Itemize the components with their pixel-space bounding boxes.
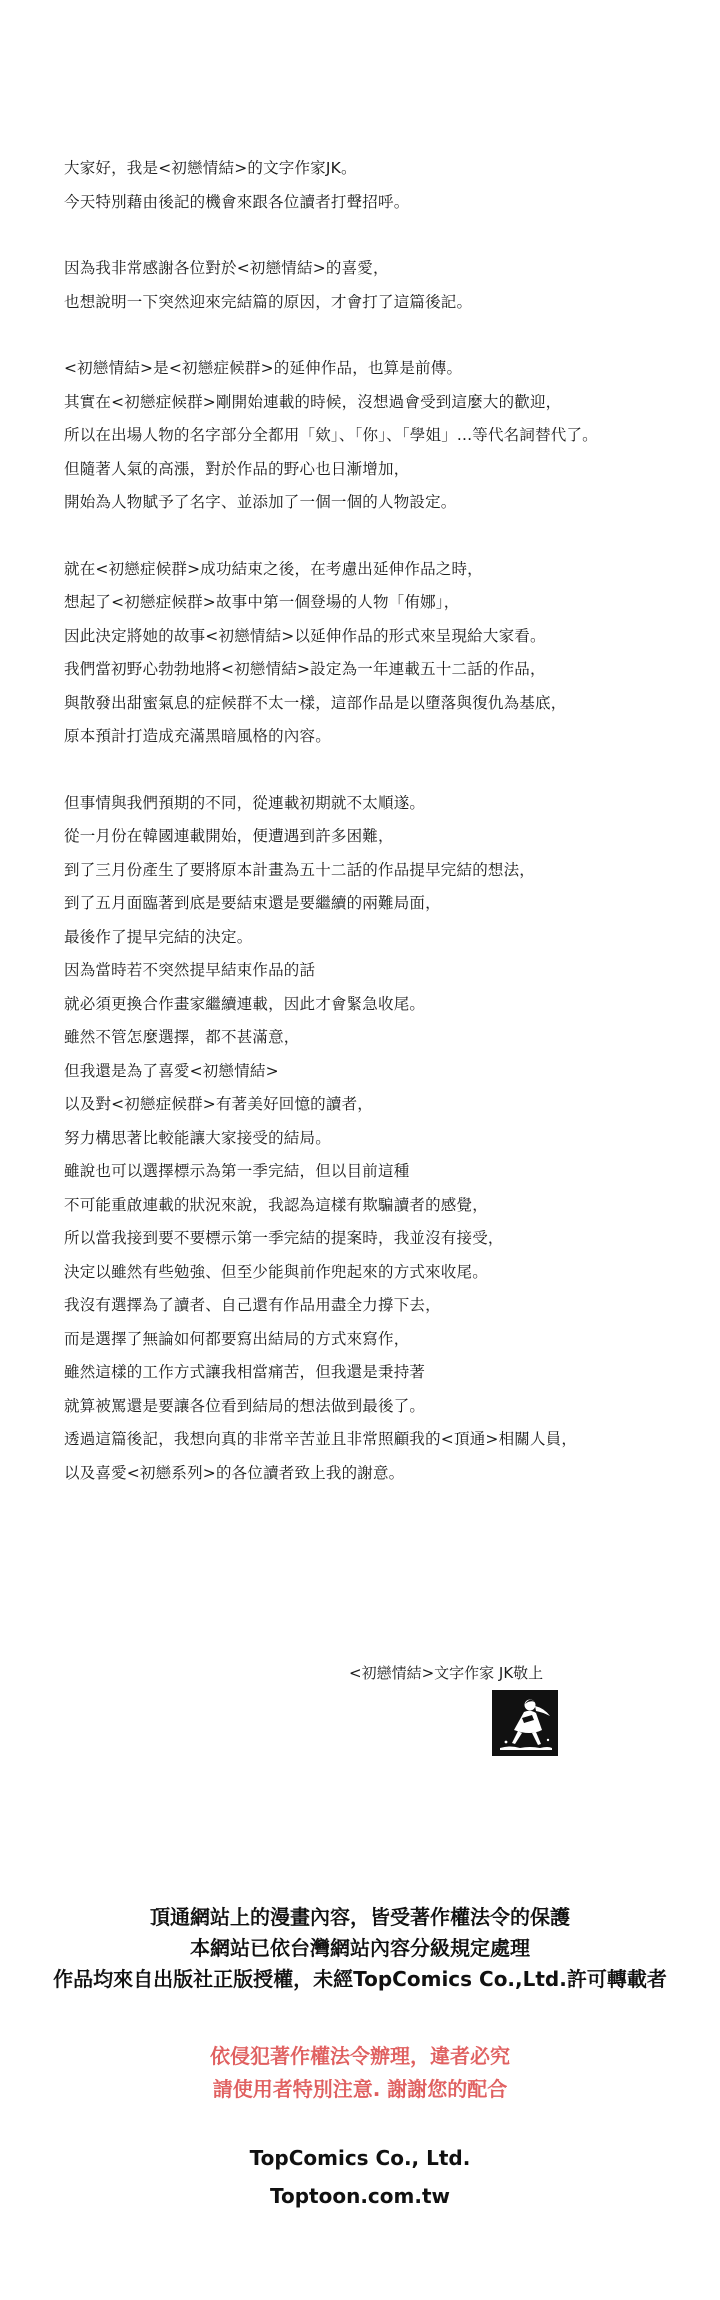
text-line: 開始為人物賦予了名字、並添加了一個一個的人物設定。 xyxy=(64,493,457,511)
text-line: 但我還是為了喜愛<初戀情結> xyxy=(64,1061,279,1080)
notice-line: 頂通網站上的漫畫內容，皆受著作權法令的保護 xyxy=(150,1905,570,1929)
text-line: 與散發出甜蜜氣息的症候群不太一樣，這部作品是以墮落與復仇為基底， xyxy=(64,693,567,712)
paragraph xyxy=(64,352,664,520)
afterword-article xyxy=(64,152,664,1523)
text-line: 雖然這樣的工作方式讓我相當痛苦，但我還是秉持著 xyxy=(64,1363,426,1381)
girl-reading-stamp-icon xyxy=(492,1690,558,1756)
text-line: 雖說也可以選擇標示為第一季完結，但以目前這種 xyxy=(64,1162,410,1180)
website-address: Toptoon.com.tw xyxy=(270,2184,450,2208)
text-line: 想起了<初戀症候群>故事中第一個登場的人物「侑娜」， xyxy=(64,593,460,611)
text-line: 從一月份在韓國連載開始，便遭遇到許多困難， xyxy=(64,827,394,845)
legal-warning xyxy=(0,2040,720,2106)
text-line: 大家好，我是<初戀情結>的文字作家JK。 xyxy=(64,159,357,177)
text-line: 就算被罵還是要讓各位看到結局的想法做到最後了。 xyxy=(64,1396,426,1415)
text-line: 因為我非常感謝各位對於<初戀情結>的喜愛， xyxy=(64,259,389,277)
text-line: 就在<初戀症候群>成功結束之後，在考慮出延伸作品之時， xyxy=(64,559,483,578)
text-line: 原本預計打造成充滿黑暗風格的內容。 xyxy=(64,727,331,745)
paragraph xyxy=(64,152,664,219)
text-line: 因為當時若不突然提早結束作品的話 xyxy=(64,961,316,979)
text-line: <初戀情結>是<初戀症候群>的延伸作品，也算是前傳。 xyxy=(64,359,463,377)
text-line: 到了三月份產生了要將原本計畫為五十二話的作品提早完結的想法， xyxy=(64,860,536,879)
paragraph xyxy=(64,252,664,319)
paragraph xyxy=(64,787,664,1491)
warning-line: 依侵犯著作權法令辦理，違者必究 xyxy=(210,2044,510,2068)
text-line: 到了五月面臨著到底是要結束還是要繼續的兩難局面， xyxy=(64,894,441,912)
text-line: 我們當初野心勃勃地將<初戀情結>設定為一年連載五十二話的作品， xyxy=(64,660,546,678)
text-line: 決定以雖然有些勉強、但至少能與前作兜起來的方式來收尾。 xyxy=(64,1262,488,1281)
text-line: 所以當我接到要不要標示第一季完結的提案時，我並沒有接受， xyxy=(64,1229,504,1247)
brand-footer xyxy=(0,2139,720,2215)
text-line: 但隨著人氣的高漲，對於作品的野心也日漸增加， xyxy=(64,459,410,478)
text-line: 我沒有選擇為了讀者、自己還有作品用盡全力撐下去， xyxy=(64,1296,441,1314)
text-line: 就必須更換合作畫家繼續連載，因此才會緊急收尾。 xyxy=(64,994,426,1013)
warning-line: 請使用者特別注意. 謝謝您的配合 xyxy=(212,2077,508,2101)
text-line: 所以在出場人物的名字部分全都用「欸」、「你」、「學姐」...等代名詞替代了。 xyxy=(64,426,598,444)
paragraph xyxy=(64,553,664,754)
text-line: 以及對<初戀症候群>有著美好回憶的讀者， xyxy=(64,1095,373,1113)
text-line: 努力構思著比較能讓大家接受的結局。 xyxy=(64,1128,331,1147)
company-name: TopComics Co., Ltd. xyxy=(249,2146,471,2170)
notice-line: 作品均來自出版社正版授權，未經TopComics Co.,Ltd.許可轉載者 xyxy=(53,1967,667,1991)
text-line: 其實在<初戀症候群>剛開始連載的時候，沒想過會受到這麼大的歡迎， xyxy=(64,392,562,411)
text-line: 因此決定將她的故事<初戀情結>以延伸作品的形式來呈現給大家看。 xyxy=(64,626,546,645)
text-line: 雖然不管怎麼選擇，都不甚滿意， xyxy=(64,1028,300,1046)
author-signature: <初戀情結>文字作家 JK敬上 xyxy=(349,1664,544,1682)
text-line: 而是選擇了無論如何都要寫出結局的方式來寫作， xyxy=(64,1329,410,1348)
text-line: 透過這篇後記，我想向真的非常辛苦並且非常照顧我的<頂通>相關人員， xyxy=(64,1430,578,1448)
text-line: 今天特別藉由後記的機會來跟各位讀者打聲招呼。 xyxy=(64,192,410,211)
text-line: 不可能重啟連載的狀況來說，我認為這樣有欺騙讀者的感覺， xyxy=(64,1195,488,1214)
text-line: 最後作了提早完結的決定。 xyxy=(64,927,253,946)
copyright-notice xyxy=(0,1902,720,1995)
notice-line: 本網站已依台灣網站內容分級規定處理 xyxy=(190,1936,530,1960)
text-line: 也想說明一下突然迎來完結篇的原因，才會打了這篇後記。 xyxy=(64,292,473,311)
text-line: 以及喜愛<初戀系列>的各位讀者致上我的謝意。 xyxy=(64,1463,405,1482)
text-line: 但事情與我們預期的不同，從連載初期就不太順遂。 xyxy=(64,793,426,812)
